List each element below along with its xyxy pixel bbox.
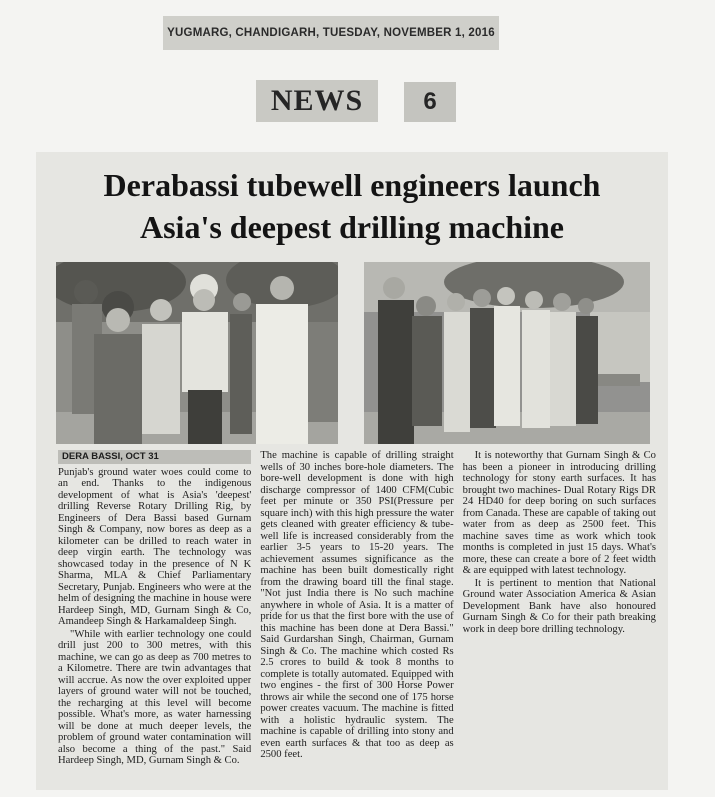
- article-paragraph-5: It is pertinent to mention that National Ground water Association America & Asian Development Bank have also honoured Gurnam Singh & Co for their path breaking work in deep bore drilling technology.: [462, 577, 656, 635]
- article-clipping: [36, 152, 668, 790]
- headline-line-1: Derabassi tubewell engineers launch: [103, 167, 601, 203]
- article-column-3: [463, 450, 656, 784]
- photo-right: [364, 262, 650, 444]
- masthead: YUGMARG, CHANDIGARH, TUESDAY, NOVEMBER 1, 2016: [163, 16, 499, 50]
- headline-line-2: Asia's deepest drilling machine: [139, 209, 564, 245]
- article-paragraph-2: "While with earlier technology one could drill just 200 to 300 metres, with this machine, we can go as deep as 700 metres to a Kilometre. There are twin advantages that will accrue. As now the over exploited upper layers of ground water will not be touched, the recharging at this level will become possible. What's more, as water harnessing will be done at much deeper levels, the problem of ground water contamination will also become a thing of the past." Said Hardeep Singh, MD, Gurnam Singh & Co.: [58, 628, 252, 766]
- article-paragraph-1: Punjab's ground water woes could come to an end. Thanks to the indigenous development of what is Asia's 'deepest' drilling Reverse Rotary Drilling Rig, by Engineers of Dera Bassi based Gurnam Singh & Company, now bores as deep as a kilometer can be drilled to reach water in deep virgin earth. The technology was showcased today in the presence of N K Sharma, MLA & Chief Parliamentary Secretary, Punjab. Engineers who were at the helm of designing the machine in house were Hardeep Singh, MD, Gurnam Singh & Co, Amandeep Singh & Harkamaldeep Singh.: [58, 466, 252, 627]
- headline: [36, 164, 668, 248]
- group-photo-officials: [56, 262, 338, 444]
- group-photo-team-machine: [364, 262, 650, 444]
- article-body: [58, 450, 656, 784]
- article-paragraph-4: It is noteworthy that Gurnam Singh & Co has been a pioneer in introducing drilling technology for stony earth surfaces. It has brought two machines- Dual Rotary Rigs DR 24 HD40 for deep boring on such surfaces from Canada. These are capable of taking out water from as deep as 2500 feet. This machine saves time as work which took months is completed in just 15 days. What's more, these can create a bore of 2 feet width & are equipped with latest technology.: [462, 450, 656, 576]
- article-column-2: [260, 450, 453, 784]
- article-column-1: [58, 450, 251, 784]
- article-paragraph-3: The machine is capable of drilling straight wells of 30 inches bore-hole diameters. The bore-well development is done with high discharge compressor of 1400 CFM(Cubic feet per minute or 350 PSI(Pressure per square inch) with this high pressure the water gets cleaned with greater efficiency & tube-well life is increased considerably from the earlier 3-5 years to 15-20 years. The achievement assumes significance as the machine has been built domestically right from the drawing board till the final stage. "Not just India there is No such machine anywhere in whole of Asia. It is a matter of pride for us that the first bore with the use of this machine has been done at Dera Bassi." Said Gurdarshan Singh, Chairman, Gurnam Singh & Co. The machine which costed Rs 2.5 crores to build & took 8 months to complete is totally automated. Equipped with two engines - the first of 300 Horse Power throws air while the second one of 175 horse power creates vacuum. The machine is fitted with a holistic hydraulic system. The machine is capable of drilling into stony and even earth surfaces & that too as deep as 2500 feet.: [260, 450, 454, 760]
- section-label: NEWS: [256, 80, 378, 122]
- photo-left: [56, 262, 338, 444]
- page-number: 6: [404, 82, 456, 122]
- dateline: DERA BASSI, OCT 31: [58, 450, 251, 464]
